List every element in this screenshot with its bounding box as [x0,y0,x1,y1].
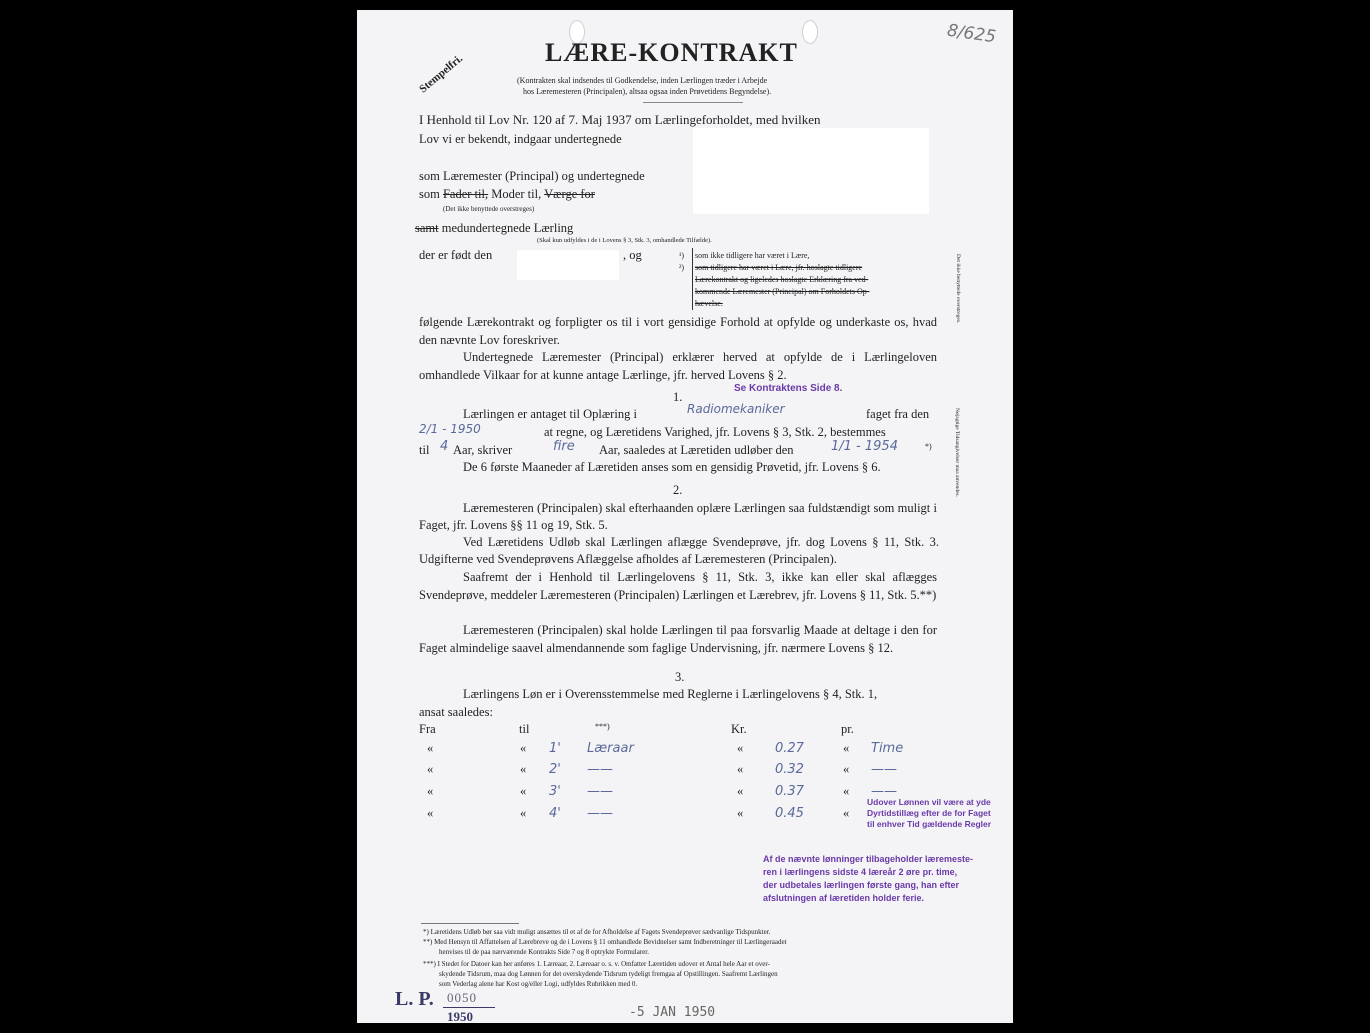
wage-year: 3' [549,784,561,799]
wage-quote-per: « [843,784,850,798]
wage-quote-to: « [520,806,527,820]
wage-header-to: til [519,722,530,736]
section-3-line-2: ansat saaledes: [419,705,493,719]
wage-quote-to: « [520,741,527,755]
wage-quote-to: « [520,762,527,776]
vacation-stamp-line-4: afslutningen af læretiden holder ferie. [763,893,925,903]
end-date-footnote-mark: *) [925,442,932,451]
footnote-rule [421,923,519,924]
section-2-paragraph-4: Læremesteren (Principalen) skal holde Lærlingen til paa forsvarlig Maade at deltage i den for Faget almindelige saavel almendannende som faglige Undervisning, jfr. nærmere Lovens § 12. [419,623,937,655]
wage-quote-per: « [843,806,850,820]
option-1-number: ¹) [679,251,685,260]
option-1-text: som ikke tidligere har været i Lære, [695,251,810,260]
wage-year: 4' [549,806,561,821]
side-note-unused: Det ikke benyttede overstreges. [955,254,961,324]
see-page-stamp: Se Kontraktens Side 8. [734,383,843,394]
samt-word: samt [415,221,439,235]
subtitle-line-2: hos Læremesteren (Principalen), altsaa ogsaa inden Prøvetidens Begyndelse). [523,87,772,96]
section-1-line-2: at regne, og Læretidens Varighed, jfr. Lovens § 3, Stk. 2, bestemmes [544,425,886,439]
section-1-line-1b: faget fra den [866,407,930,421]
extra-stamp-line-1: Udover Lønnen vil være at yde [867,797,991,807]
wage-period-label: —— [587,806,613,821]
start-date-handwritten: 2/1 - 1950 [419,422,481,436]
vacation-stamp [763,853,973,905]
apprentice-line [415,221,573,236]
parent-line [419,187,595,202]
master-line: som Læremester (Principal) og undertegnede [419,169,645,183]
redacted-birth-date [517,250,619,280]
wage-amount: 0.45 [775,806,804,821]
wage-year: 1' [549,741,561,756]
parent-mother: Moder til, [491,187,542,201]
section-1-line-4: De 6 første Maaneder af Læretiden anses som en gensidig Prøvetid, jfr. Lovens § 6. [463,460,881,474]
agreement-paragraph: følgende Lærekontrakt og forpligter os til i vort gensidige Forhold at opfylde og underkaste os, hvad den nævnte Lov foreskriver. [419,315,937,347]
option-2-line-2: Lærekontrakt og ligeledes hoslagte Erklæring fra ved- [695,275,869,284]
wage-amount: 0.37 [775,784,804,799]
lp-number: 0050 [447,990,477,1005]
intro-line-2: Lov vi er bekendt, indgaar undertegnede [419,132,622,146]
section-2-paragraph-2: Ved Læretidens Udløb skal Lærlingen aflægge Svendeprøve, jfr. dog Lovens § 11, Stk. 3. Udgifterne ved Svendeprøvens Aflæggelse afholdes af Læremesteren (Principalen). [419,535,939,566]
title-rule [643,102,743,103]
extra-allowance-stamp [867,797,991,830]
vacation-stamp-line-3: der udbetales lærlingen første gang, han efter [763,880,960,890]
contract-page [357,10,1013,1023]
wage-quote-from: « [427,741,434,755]
lp-year: 1950 [447,1009,473,1023]
footnote-3a: ***) I Stedet for Datoer kan her anføres 1. Læreaar, 2. Læreaar o. s. v. Omfatter Læretiden udover et Antal hele Aar et over- [423,960,770,968]
vacation-stamp-line-2: ren i lærlingens sidste 4 læreår 2 øre pr. time, [763,867,958,877]
section-1-line-1a: Lærlingen er antaget til Oplæring i [463,407,637,421]
punch-hole [802,20,818,44]
wage-quote-to: « [520,784,527,798]
side-note-exact-dates: Nøjagtige Tidsangivelser maa anvendes. [954,408,960,497]
wage-period-label: —— [587,784,613,799]
option-2-line-3: kommende Læremester (Principal) om Forholdets Op- [695,287,870,296]
wage-header-from: Fra [419,722,436,736]
wage-quote-from: « [427,762,434,776]
section-2-number: 2. [673,483,683,497]
wage-header-per: pr. [841,722,854,736]
wage-unit: Time [871,741,904,756]
footnote-3c: som Vederlag alene har Kost og/eller Logi, udfyldes Rubrikken med 0. [439,980,638,988]
wage-header-kr: Kr. [731,722,747,736]
parent-father: Fader til, [442,187,489,201]
section-3-line-1: Lærlingens Løn er i Overensstemmelse med Reglerne i Lærlingelovens § 4, Stk. 1, [463,687,878,701]
vacation-stamp-line-1: Af de nævnte lønninger tilbageholder læremeste- [763,854,974,864]
option-2-line-4: hævelse. [695,299,723,308]
wage-quote-per: « [843,741,850,755]
wage-amount: 0.27 [775,741,804,756]
born-label: der er født den [419,248,493,262]
lp-rule [443,1007,495,1008]
wage-quote-kr: « [737,741,744,755]
wage-year: 2' [549,762,561,777]
years-word-handwritten: fire [553,439,575,454]
years-number-handwritten: 4 [440,439,449,454]
til-label: til [419,443,430,457]
reference-number: 8/625 [945,20,998,48]
subtitle-line-1: (Kontrakten skal indsendes til Godkendelse, inden Lærlingen træder i Arbejde [517,76,768,85]
extra-stamp-line-2: Dyrtidstillæg efter de for Faget [867,808,991,818]
option-2-number: ²) [679,263,685,272]
wage-amount: 0.32 [775,762,804,777]
footnote-2a: **) Med Hensyn til Affattelsen af Lærebreve og de i Lovens § 11 omhandlede Bevidnelser samt Indberetninger til Lærlingeraadet [423,938,787,946]
wage-quote-per: « [843,762,850,776]
parent-prefix: som [419,187,440,201]
section-1-number: 1. [673,390,683,404]
lp-label: L. P. [395,988,434,1010]
section-2-paragraph-1: Læremesteren (Principalen) skal efterhaanden oplære Lærlingen saa fuldstændigt som muligt i Faget, jfr. Lovens §§ 11 og 19, Stk. 5. [419,501,937,532]
og-text: , og [623,248,642,262]
stamp-free-label: Stempelfri. [417,52,465,96]
end-date-handwritten: 1/1 - 1954 [831,439,898,454]
section-3-number: 3. [675,670,685,684]
apprentice-label: medundertegnede Lærling [441,221,574,235]
fill-note: (Skal kun udfyldes i de i Lovens § 3, Stk. 3, omhandlede Tilfælde). [537,237,712,244]
wage-period-label: Læraar [587,741,634,756]
footnote-3b: skydende Tidsrum, maa dog Lønnen for det overskydende Tidsrum tydeligt fremgaa af Opstillingen. Saafremt Lærlingen [439,970,778,978]
redacted-parent-name [693,178,929,214]
wage-quote-from: « [427,806,434,820]
wage-period-label: —— [587,762,613,777]
intro-line-1: I Henhold til Lov Nr. 120 af 7. Maj 1937 om Lærlingeforholdet, med hvilken [419,112,821,127]
footnote-2b: henvises til de paa nærværende Kontrakts Side 7 og 8 optrykte Formularer. [439,948,649,956]
extra-stamp-line-3: til enhver Tid gældende Regler [867,819,992,829]
wage-quote-kr: « [737,762,744,776]
section-1-line-3a: Aar, skriver [453,443,513,457]
wage-quote-from: « [427,784,434,798]
section-2-paragraph-3: Saafremt der i Henhold til Lærlingelovens § 11, Stk. 3, ikke kan eller skal aflægges Svendeprøve, meddeler Læremesteren (Principalen) Lærlingen et Lærebrev, jfr. Lovens § 11, Stk. 5.**) [419,570,937,602]
unused-note: (Det ikke benyttede overstreges) [443,205,535,213]
option-2-line-1: som tidligere har været i Lære, jfr. hoslagte tidligere [695,263,863,272]
date-stamp: -5 JAN 1950 [629,1005,716,1020]
trade-handwritten: Radiomekaniker [687,402,785,416]
document-title: LÆRE-KONTRAKT [545,38,798,67]
footnote-1: *) Læretidens Udløb bør saa vidt muligt ansættes til et af de for Afholdelse af Fagets Svendeprøver sædvanlige Tidspunkter. [423,928,771,936]
wage-unit: —— [871,784,897,799]
options-bracket [692,248,693,310]
wage-quote-kr: « [737,784,744,798]
wage-unit: —— [871,762,897,777]
parent-guardian: Værge for [544,187,595,201]
master-declaration: Undertegnede Læremester (Principal) erklærer herved at opfylde de i Lærlingeloven omhandlede Vilkaar for at kunne antage Lærlinge, jfr. herved Lovens § 2. [419,350,937,382]
section-1-line-3b: Aar, saaledes at Læretiden udløber den [599,443,794,457]
wage-header-note: ***) [595,722,610,731]
wage-quote-kr: « [737,806,744,820]
